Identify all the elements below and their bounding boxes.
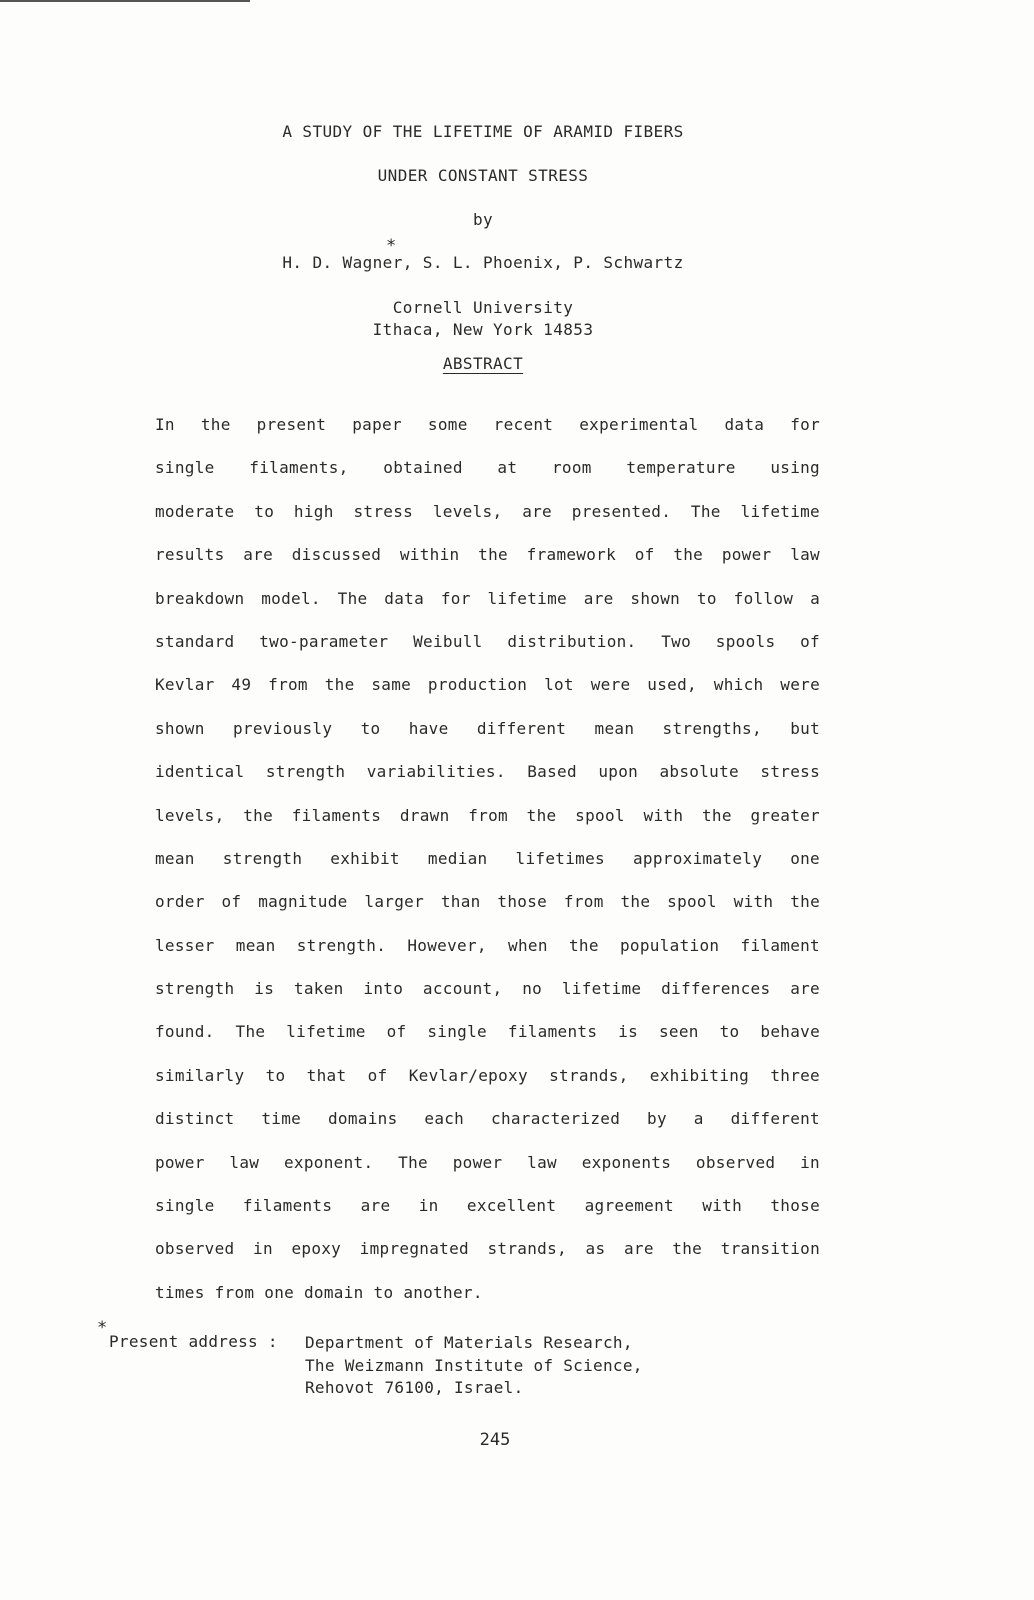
- abstract-line: single filaments, obtained at room temperature using: [155, 458, 820, 478]
- abstract-line: mean strength exhibit median lifetimes approximately one: [155, 848, 820, 868]
- affiliation-institution: Cornell University: [392, 298, 574, 317]
- paper-title-line-2: UNDER CONSTANT STRESS: [377, 166, 589, 185]
- footnote-address: [305, 1332, 643, 1400]
- footnote-mark: *: [97, 1318, 108, 1338]
- byline-label: by: [472, 210, 494, 229]
- abstract-line: moderate to high stress levels, are presented. The lifetime: [155, 501, 820, 521]
- abstract-line: found. The lifetime of single filaments is seen to behave: [155, 1022, 820, 1042]
- paper-title-line-1: A STUDY OF THE LIFETIME OF ARAMID FIBERS: [282, 122, 684, 141]
- abstract-heading: ABSTRACT: [442, 354, 524, 373]
- page-number: 245: [479, 1430, 511, 1450]
- footnote-label: Present address :: [109, 1332, 278, 1351]
- abstract-line: standard two-parameter Weibull distribution. Two spools of: [155, 631, 820, 651]
- abstract-line: order of magnitude larger than those from the spool with the: [155, 892, 820, 912]
- abstract-line: single filaments are in excellent agreement with those: [155, 1196, 820, 1216]
- abstract-line: shown previously to have different mean strengths, but: [155, 718, 820, 738]
- abstract-line: distinct time domains each characterized by a different: [155, 1109, 820, 1129]
- abstract-line: In the present paper some recent experimental data for: [155, 415, 820, 434]
- abstract-line: results are discussed within the framework of the power law: [155, 545, 820, 565]
- abstract-line: observed in epoxy impregnated strands, as are the transition: [155, 1239, 820, 1259]
- abstract-line: Kevlar 49 from the same production lot were used, which were: [155, 675, 820, 695]
- abstract-line: similarly to that of Kevlar/epoxy strands, exhibiting three: [155, 1065, 820, 1085]
- footnote-address-line: The Weizmann Institute of Science,: [305, 1355, 643, 1375]
- abstract-line: breakdown model. The data for lifetime are shown to follow a: [155, 588, 820, 608]
- author-list: H. D. Wagner, S. L. Phoenix, P. Schwartz: [282, 253, 684, 272]
- abstract-line: strength is taken into account, no lifetime differences are: [155, 979, 820, 999]
- affiliation-address: Ithaca, New York 14853: [372, 320, 594, 339]
- abstract-line: power law exponent. The power law exponents observed in: [155, 1152, 820, 1172]
- author-footnote-mark: *: [386, 236, 397, 256]
- footnote-address-line: Rehovot 76100, Israel.: [305, 1378, 524, 1397]
- abstract-line: times from one domain to another.: [155, 1282, 483, 1302]
- abstract-line: identical strength variabilities. Based upon absolute stress: [155, 762, 820, 782]
- footnote-address-line: Department of Materials Research,: [305, 1333, 633, 1352]
- abstract-body: [155, 414, 820, 1325]
- abstract-line: levels, the filaments drawn from the spool with the greater: [155, 805, 820, 825]
- abstract-line: lesser mean strength. However, when the population filament: [155, 935, 820, 955]
